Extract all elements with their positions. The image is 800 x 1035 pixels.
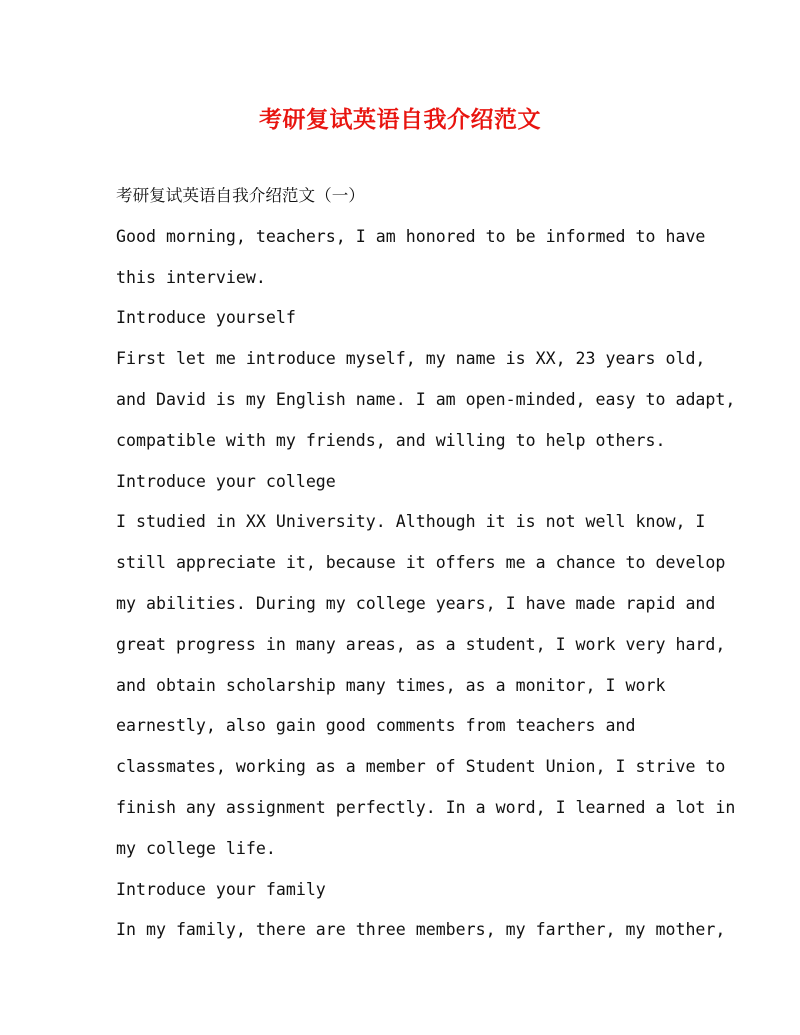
paragraph-line: I studied in XX University. Although it is not well know, I (116, 512, 706, 532)
subheading-line: Introduce your college (116, 471, 336, 491)
subheading-line: Introduce yourself (116, 308, 296, 328)
paragraph-line: and David is my English name. I am open-minded, easy to adapt, (116, 389, 736, 409)
paragraph-line: In my family, there are three members, my farther, my mother, (116, 920, 726, 940)
paragraph-line: still appreciate it, because it offers me a chance to develop (116, 553, 726, 573)
paragraph-line: First let me introduce myself, my name is XX, 23 years old, (116, 349, 706, 369)
document-body (116, 176, 736, 951)
section-heading: 考研复试英语自我介绍范文（一） (116, 186, 365, 205)
paragraph-line: compatible with my friends, and willing to help others. (116, 430, 666, 450)
paragraph-line: earnestly, also gain good comments from teachers and (116, 716, 636, 736)
paragraph-line: this interview. (116, 267, 266, 287)
paragraph-line: my college life. (116, 838, 276, 858)
paragraph-line: and obtain scholarship many times, as a monitor, I work (116, 675, 666, 695)
paragraph-line: my abilities. During my college years, I have made rapid and (116, 593, 716, 613)
paragraph-line: classmates, working as a member of Student Union, I strive to (116, 757, 726, 777)
paragraph-line: great progress in many areas, as a student, I work very hard, (116, 634, 726, 654)
paragraph-line: finish any assignment perfectly. In a word, I learned a lot in (116, 797, 736, 817)
subheading-line: Introduce your family (116, 879, 326, 899)
paragraph-line: Good morning, teachers, I am honored to be informed to have (116, 226, 706, 246)
document-title: 考研复试英语自我介绍范文 (259, 106, 541, 133)
